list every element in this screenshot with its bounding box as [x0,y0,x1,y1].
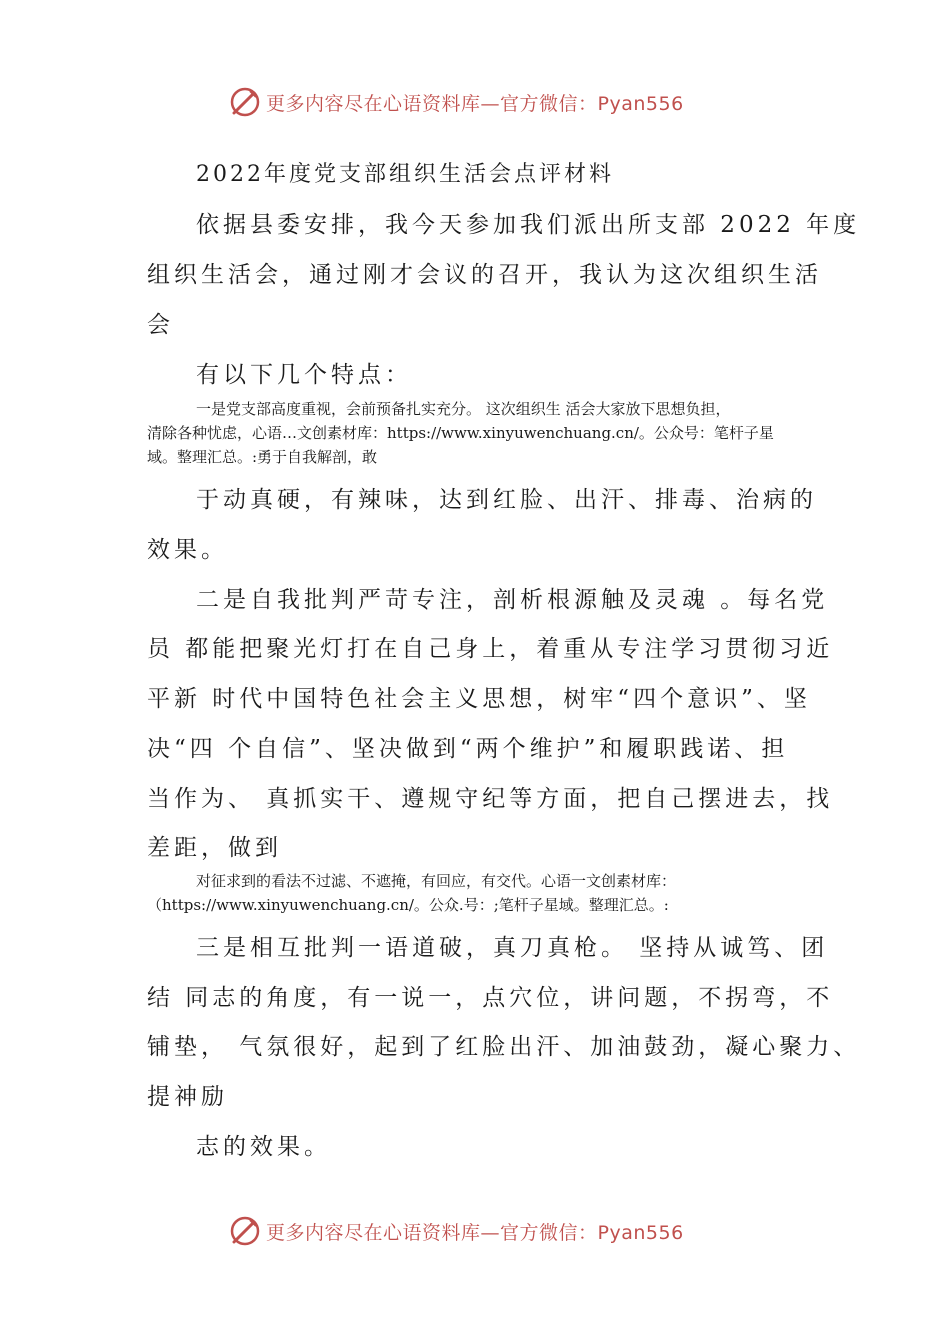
paragraph-line: 有以下几个特点： [196,362,412,388]
banner-text [266,1218,684,1245]
banner-text [266,89,684,116]
paragraph-line: 结 同志的角度，有一说一，点穴位，讲问题，不拐弯，不 [147,985,834,1011]
document-title: 2022年度党支部组织生活会点评材料 [196,162,614,187]
paragraph-line: 平新 时代中国特色社会主义思想，树牢“四个意识”、坚 [147,686,811,712]
banner-label: 更多内容尽在心语资料库—官方微信： [266,92,598,115]
banner-label: 更多内容尽在心语资料库—官方微信： [266,1221,598,1244]
banner-wechat-id: Pyan556 [597,1221,684,1244]
paragraph-line: 志的效果。 [196,1134,331,1160]
note-line: 域。整理汇总。:勇于自我解剖，敢 [147,448,378,466]
paragraph-line: 铺垫， 气氛很好，起到了红脸出汗、加油鼓劲，凝心聚力、 [147,1034,861,1060]
paragraph-line: 效果。 [147,537,228,563]
paragraph-line: 提神励 [147,1084,228,1110]
note-line: 清除各种忧虑，心语…文创素材库：https://www.xinyuwenchuang.cn/。公众号：笔杆子星 [147,424,774,442]
note-line: 对征求到的看法不过滤、不遮掩，有回应，有交代。心语一文创素材库： [196,872,677,890]
paragraph-line: 差距，做到 [147,835,282,861]
footer-banner [228,1211,748,1251]
pen-logo-icon [228,85,262,119]
paragraph-line: 二是自我批判严苛专注，剖析根源触及灵魂 。每名党 [196,587,829,613]
paragraph-line: 员 都能把聚光灯打在自己身上，着重从专注学习贯彻习近 [147,636,834,662]
paragraph-line: 三是相互批判一语道破，真刀真枪。 坚持从诚笃、团 [196,935,829,961]
note-line: （https://www.xinyuwenchuang.cn/。公众.号：;笔杆子星域。整理汇总。: [147,896,669,914]
note-line: 一是党支部高度重视，会前预备扎实充分。 这次组织生 活会大家放下思想负担， [196,400,731,418]
paragraph-line: 当作为、 真抓实干、遵规守纪等方面，把自己摆进去，找 [147,786,834,812]
paragraph-line: 依据县委安排，我今天参加我们派出所支部 2022 年度 [196,212,861,238]
pen-logo-icon [228,1214,262,1248]
paragraph-line: 组织生活会，通过刚才会议的召开，我认为这次组织生活 [147,262,822,288]
paragraph-line: 会 [147,312,174,338]
banner-wechat-id: Pyan556 [597,92,684,115]
paragraph-line: 决“四 个自信”、坚决做到“两个维护”和履职践诺、担 [147,736,789,762]
paragraph-line: 于动真硬，有辣味，达到红脸、出汗、排毒、治病的 [196,487,817,513]
header-banner [228,82,748,122]
